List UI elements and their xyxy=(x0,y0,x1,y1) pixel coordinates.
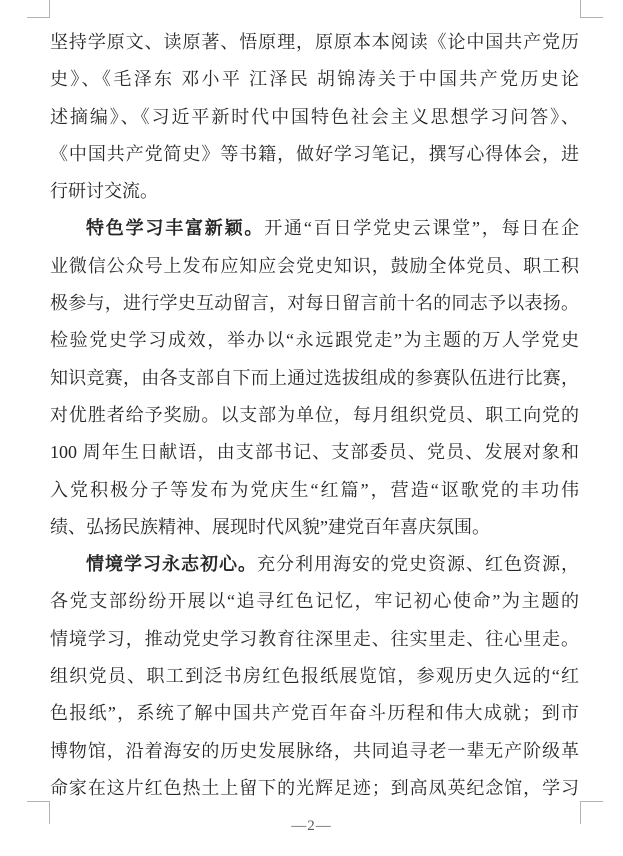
text-segment: 入党积极分子等发布为党庆生“红篇”，营造“讴歌党的丰功伟 xyxy=(50,479,579,500)
text-segment: 坚持学原文、读原著、悟原理，原原本本阅读《论中国共产党历 xyxy=(50,32,579,52)
text-line xyxy=(50,397,579,434)
text-line xyxy=(50,434,579,471)
text-segment: 检验党史学习成效，举办以“永远跟党走”为主题的万人学党史 xyxy=(50,330,579,351)
paragraph-lead-emphasis: 特色学习丰富新颖。 xyxy=(86,218,265,239)
text-segment: 充分利用海安的党史资源、红色资源， xyxy=(257,554,579,575)
text-segment: 博物馆，沿着海安的历史发展脉络，共同追寻老一辈无产阶级革 xyxy=(50,740,579,761)
page-number: —2— xyxy=(291,818,332,834)
text-segment: 情境学习，推动党史学习教育往深里走、往实里走、往心里走。 xyxy=(50,628,579,649)
text-segment: 命家在这片红色热土上留下的光辉足迹；到高凤英纪念馆，学习 xyxy=(50,777,579,798)
text-segment: 100 周年生日献语，由支部书记、支部委员、党员、发展对象和 xyxy=(50,442,579,463)
text-line xyxy=(50,136,579,173)
text-segment: 史》、《毛泽东 邓小平 江泽民 胡锦涛关于中国共产党历史论 xyxy=(50,69,579,90)
text-line xyxy=(50,658,579,695)
text-segment: 组织党员、职工到泛书房红色报纸展览馆，参观历史久远的“红 xyxy=(50,666,579,687)
text-line xyxy=(50,285,579,322)
para-featured-learning xyxy=(50,210,579,546)
text-segment: 对优胜者给予奖励。以支部为单位，每月组织党员、职工向党的 xyxy=(50,404,579,425)
text-line xyxy=(50,695,579,732)
text-line xyxy=(50,583,579,620)
paragraph-lead-emphasis: 情境学习永志初心。 xyxy=(86,554,257,575)
text-segment: 行研讨交流。 xyxy=(50,181,158,202)
text-line xyxy=(50,472,579,509)
text-line xyxy=(50,770,579,807)
crop-mark-top-left xyxy=(27,0,50,18)
text-line xyxy=(50,24,579,61)
text-segment: 各党支部纷纷开展以“追寻红色记忆，牢记初心使命”为主题的 xyxy=(50,591,579,612)
text-segment: 知识竞赛，由各支部自下而上通过选拔组成的参赛队伍进行比赛， xyxy=(50,367,579,388)
text-line xyxy=(50,99,579,136)
text-line xyxy=(50,509,579,546)
text-segment: 色报纸”，系统了解中国共产党百年奋斗历程和伟大成就；到市 xyxy=(50,703,579,724)
text-segment: 《中国共产党简史》等书籍，做好学习笔记，撰写心得体会，进 xyxy=(50,143,579,164)
document-body xyxy=(50,24,579,807)
text-line xyxy=(50,173,579,210)
text-line xyxy=(50,210,579,247)
para-study-original-texts xyxy=(50,24,579,210)
text-segment: 极参与，进行学史互动留言，对每日留言前十名的同志予以表扬。 xyxy=(50,293,579,314)
text-segment: 述摘编》、《习近平新时代中国特色社会主义思想学习问答》、 xyxy=(50,106,579,127)
text-line xyxy=(50,621,579,658)
text-segment: 业微信公众号上发布应知应会党史知识，鼓励全体党员、职工积 xyxy=(50,255,579,276)
text-line xyxy=(50,546,579,583)
para-situational-learning xyxy=(50,546,579,807)
text-line xyxy=(50,61,579,98)
text-segment: 绩、弘扬民族精神、展现时代风貌”建党百年喜庆氛围。 xyxy=(50,516,490,537)
text-line xyxy=(50,248,579,285)
text-line xyxy=(50,733,579,770)
text-line xyxy=(50,360,579,397)
text-line xyxy=(50,322,579,359)
crop-mark-top-right xyxy=(580,0,603,18)
text-segment: 开通“百日学党史云课堂”，每日在企 xyxy=(264,218,579,239)
